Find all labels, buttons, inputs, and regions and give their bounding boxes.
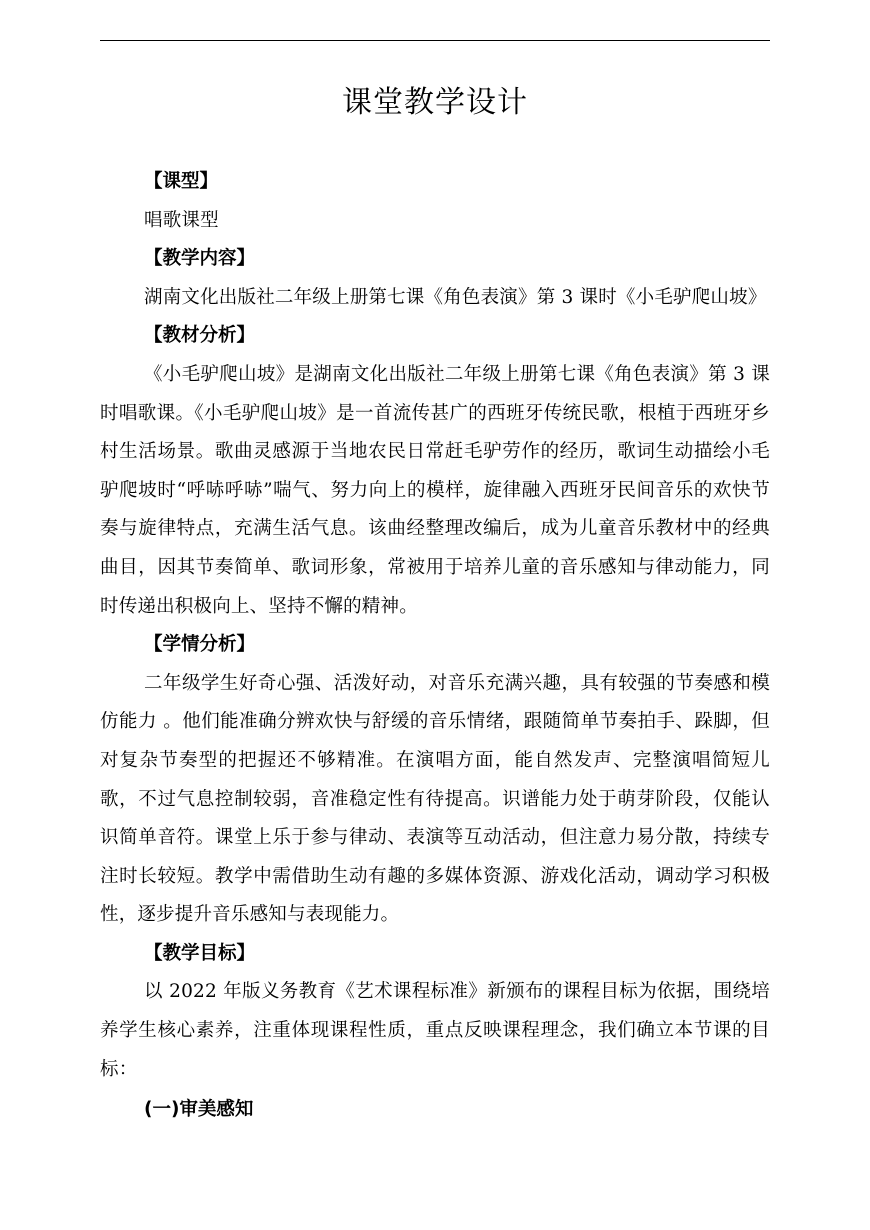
subheading-aesthetic-perception: (一)审美感知 [144,1099,254,1121]
section-heading-teaching-content: 【教学内容】 [144,248,256,270]
document-body [100,163,770,1130]
header-rule [100,40,770,41]
section-heading-teaching-goals: 【教学目标】 [144,942,256,964]
section-text-teaching-goals: 以 2022 年版义务教育《艺术课程标准》新颁布的课程目标为依据，围绕培养学生核心素养，注重体现课程性质，重点反映课程理念，我们确立本节课的目标： [100,981,770,1080]
section-text-course-type: 唱歌课型 [144,209,219,231]
page-title: 课堂教学设计 [342,85,528,120]
section-heading-material-analysis: 【教材分析】 [144,325,256,347]
section-text-material-analysis: 《小毛驴爬山坡》是湖南文化出版社二年级上册第七课《角色表演》第 3 课时唱歌课。《小毛驴爬山坡》是一首流传甚广的西班牙传统民歌，根植于西班牙乡村生活场景。歌曲灵感源于当地农民日常赶毛驴劳作的经历，歌词生动描绘小毛驴爬坡时“呼哧呼哧”喘气、努力向上的模样，旋律融入西班牙民间音乐的欢快节奏与旋律特点，充满生活气息。该曲经整理改编后，成为儿童音乐教材中的经典曲目，因其节奏简单、歌词形象，常被用于培养儿童的音乐感知与律动能力，同时传递出积极向上、坚持不懈的精神。 [100,363,770,617]
section-text-student-analysis: 二年级学生好奇心强、活泼好动，对音乐充满兴趣，具有较强的节奏感和模仿能力 。他们能准确分辨欢快与舒缓的音乐情绪，跟随简单节奏拍手、跺脚，但对复杂节奏型的把握还不够精准。在演唱方面，能自然发声、完整演唱简短儿歌，不过气息控制较弱，音准稳定性有待提高。识谱能力处于萌芽阶段，仅能认识简单音符。课堂上乐于参与律动、表演等互动活动，但注意力易分散，持续专注时长较短。教学中需借助生动有趣的多媒体资源、游戏化活动，调动学习积极性，逐步提升音乐感知与表现能力。 [100,672,770,926]
section-text-teaching-content: 湖南文化出版社二年级上册第七课《角色表演》第 3 课时《小毛驴爬山坡》 [144,286,767,308]
section-heading-student-analysis: 【学情分析】 [144,634,256,656]
section-heading-course-type: 【课型】 [144,171,219,192]
